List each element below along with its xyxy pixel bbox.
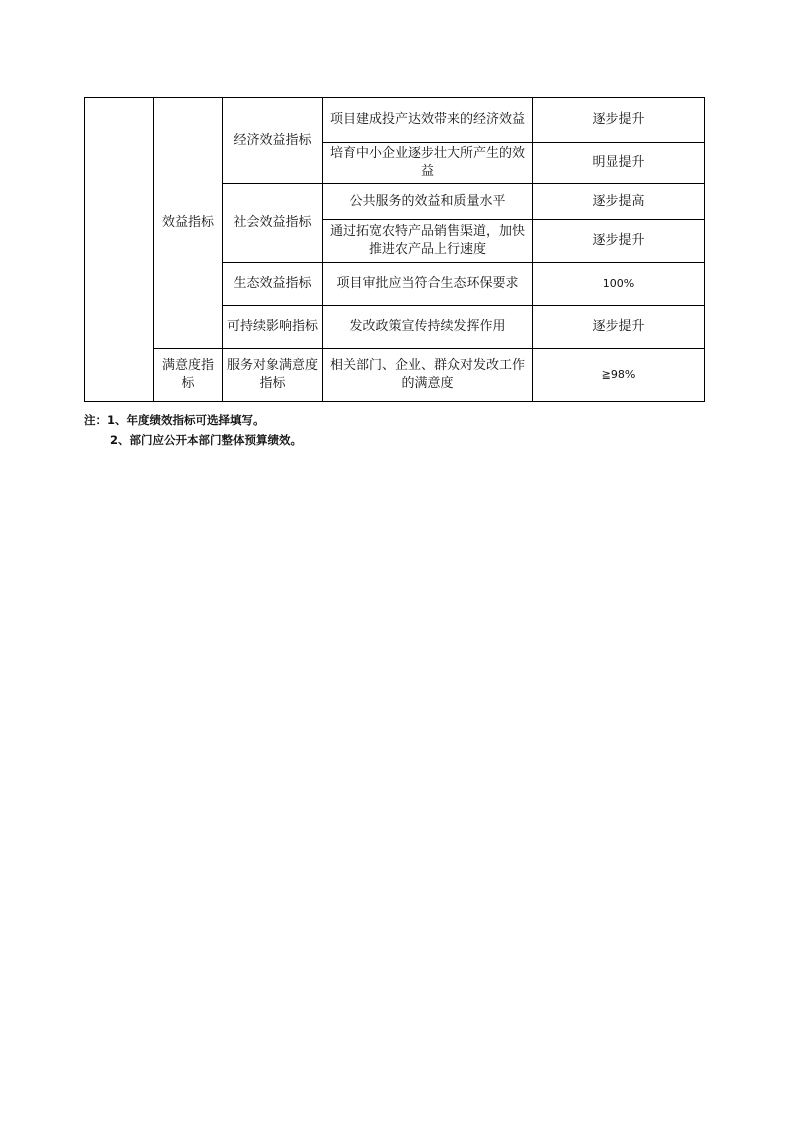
value-cell: 逐步提高 [533,184,705,220]
level2-sustainable-indicator: 可持续影响指标 [223,306,323,349]
indicator-cell: 培育中小企业逐步壮大所产生的效益 [323,143,533,184]
level1-satisfaction-indicator: 满意度指标 [154,349,223,402]
level1-benefit-indicator: 效益指标 [154,98,223,349]
value-cell: 逐步提升 [533,98,705,143]
indicator-cell: 相关部门、企业、群众对发改工作的满意度 [323,349,533,402]
value-cell: 逐步提升 [533,306,705,349]
level2-ecological-indicator: 生态效益指标 [223,263,323,306]
indicator-cell: 项目建成投产达效带来的经济效益 [323,98,533,143]
value-cell: ≧98% [533,349,705,402]
performance-indicator-table [84,97,705,402]
value-cell: 100% [533,263,705,306]
indicator-cell: 公共服务的效益和质量水平 [323,184,533,220]
indicator-cell: 发改政策宣传持续发挥作用 [323,306,533,349]
note-line-2: 2、部门应公开本部门整体预算绩效。 [110,433,302,447]
blank-category-cell [85,98,154,402]
value-cell: 逐步提升 [533,220,705,263]
level2-social-indicator: 社会效益指标 [223,184,323,263]
value-cell: 明显提升 [533,143,705,184]
note-line-1: 注：1、年度绩效指标可选择填写。 [84,413,265,427]
table-notes [84,410,302,450]
level2-service-satisfaction-indicator: 服务对象满意度指标 [223,349,323,402]
indicator-cell: 通过拓宽农特产品销售渠道，加快推进农产品上行速度 [323,220,533,263]
indicator-cell: 项目审批应当符合生态环保要求 [323,263,533,306]
level2-economic-indicator: 经济效益指标 [223,98,323,184]
